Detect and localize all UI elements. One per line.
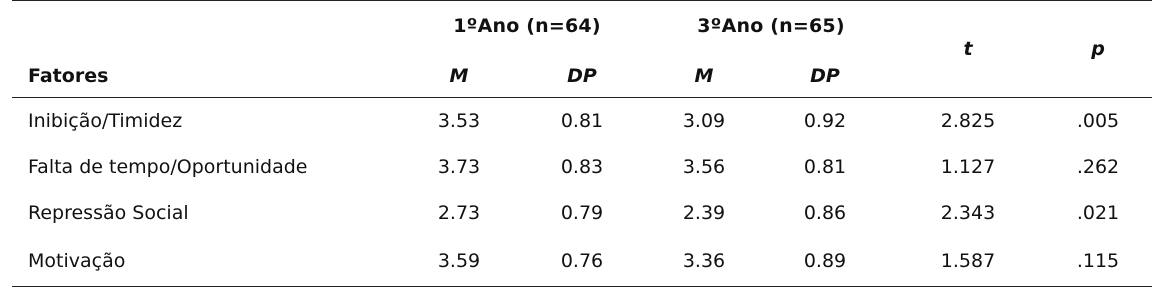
cell-dp-third-year: 0.86 <box>803 202 847 224</box>
column-header-factors: Fatores <box>28 65 109 87</box>
cell-m-first-year: 3.73 <box>437 156 481 178</box>
column-header-t: t <box>963 38 973 60</box>
header-row-groups <box>12 1 1152 38</box>
cell-dp-first-year: 0.81 <box>560 110 604 132</box>
table-body <box>12 98 1152 287</box>
cell-p: .262 <box>1076 156 1120 178</box>
header-empty-cell <box>12 1 404 38</box>
column-header-m-third-year: M <box>694 65 714 87</box>
cell-dp-first-year: 0.79 <box>560 202 604 224</box>
cell-dp-third-year: 0.89 <box>758 236 892 287</box>
column-header-p: p <box>1091 38 1105 60</box>
column-header-dp-first-year: DP <box>567 65 597 87</box>
cell-m-first-year: 3.53 <box>437 110 481 132</box>
cell-m-first-year: 2.73 <box>437 202 481 224</box>
results-table <box>12 0 1152 287</box>
table-header <box>12 1 1152 98</box>
cell-p: .005 <box>1076 110 1120 132</box>
cell-m-third-year: 3.36 <box>650 236 758 287</box>
cell-factor: Repressão Social <box>28 202 189 224</box>
group-header-third-year: 3ºAno (n=65) <box>697 15 845 37</box>
cell-factor: Inibição/Timidez <box>28 110 183 132</box>
table-row <box>12 98 1152 145</box>
cell-dp-third-year: 0.81 <box>803 156 847 178</box>
column-header-m-first-year: M <box>449 65 469 87</box>
cell-m-third-year: 2.39 <box>682 202 726 224</box>
cell-t: 1.587 <box>892 236 1044 287</box>
cell-p: .021 <box>1076 202 1120 224</box>
cell-dp-third-year: 0.92 <box>803 110 847 132</box>
cell-m-third-year: 3.09 <box>682 110 726 132</box>
cell-m-first-year: 3.59 <box>404 236 514 287</box>
cell-m-third-year: 3.56 <box>682 156 726 178</box>
cell-t: 2.343 <box>940 202 996 224</box>
cell-dp-first-year: 0.76 <box>514 236 650 287</box>
cell-factor: Falta de tempo/Oportunidade <box>28 156 308 178</box>
cell-t: 2.825 <box>940 110 996 132</box>
table-row <box>12 190 1152 236</box>
results-table-container <box>12 0 1152 288</box>
table-row <box>12 144 1152 190</box>
column-header-dp-third-year: DP <box>810 65 840 87</box>
cell-t: 1.127 <box>940 156 996 178</box>
cell-dp-first-year: 0.83 <box>560 156 604 178</box>
cell-factor: Motivação <box>12 236 404 287</box>
table-row <box>12 236 1152 287</box>
cell-p: .115 <box>1044 236 1152 287</box>
group-header-first-year: 1ºAno (n=64) <box>453 15 601 37</box>
